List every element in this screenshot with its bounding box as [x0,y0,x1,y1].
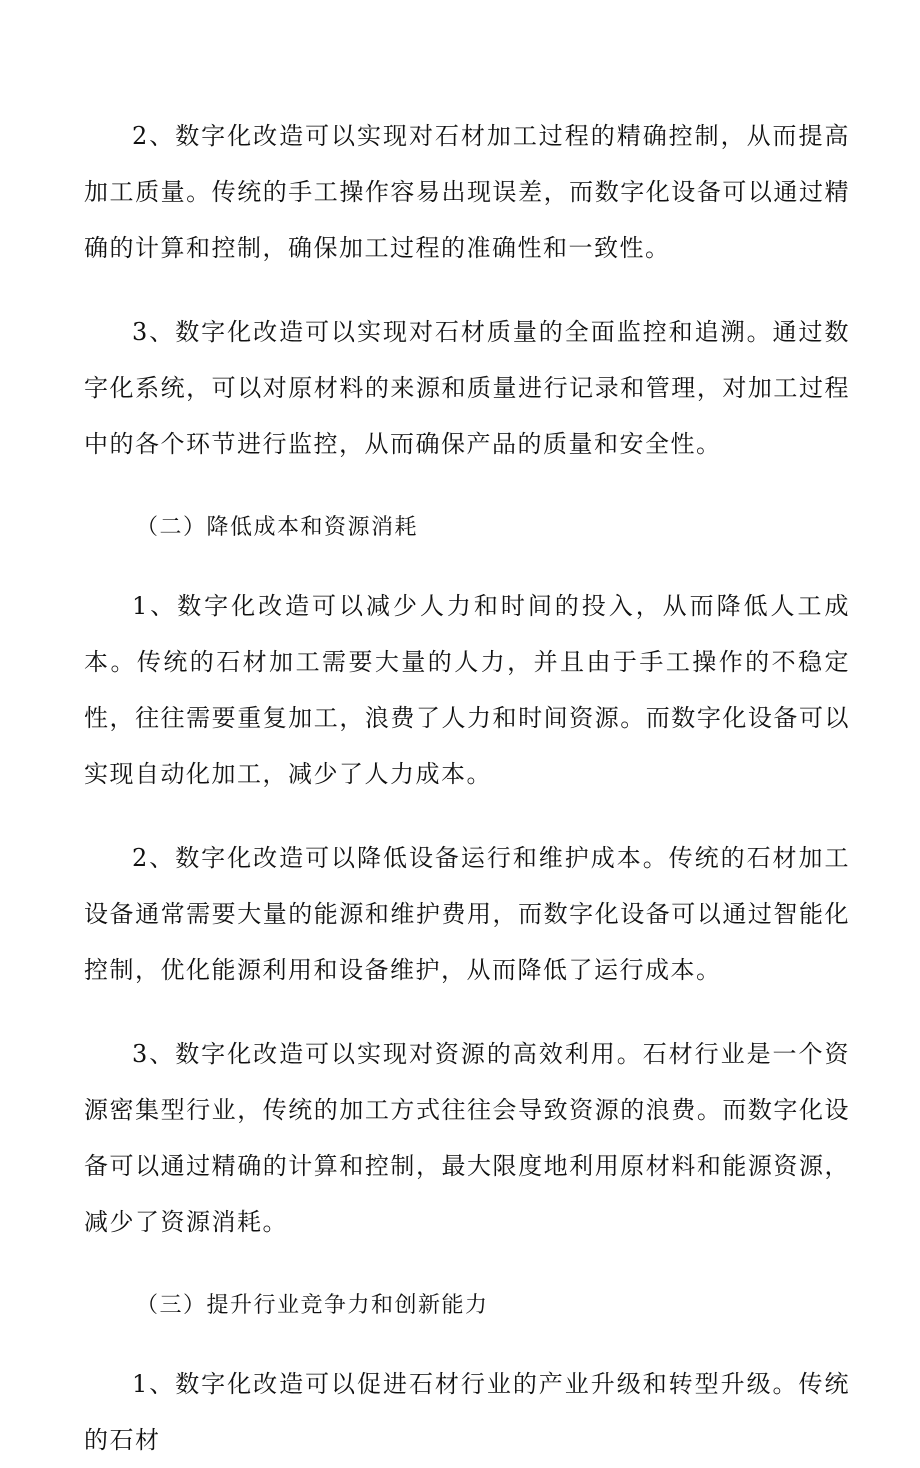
paragraph-processing-control: 2、数字化改造可以实现对石材加工过程的精确控制，从而提高加工质量。传统的手工操作容易出现误差，而数字化设备可以通过精确的计算和控制，确保加工过程的准确性和一致性。 [84,122,850,262]
section-heading-cost-reduction: （二）降低成本和资源消耗 [136,515,419,540]
paragraph-resource-efficiency: 3、数字化改造可以实现对资源的高效利用。石材行业是一个资源密集型行业，传统的加工方式往往会导致资源的浪费。而数字化设备可以通过精确的计算和控制，最大限度地利用原材料和能源资源，减少了资源消耗。 [84,1040,850,1236]
paragraph-equipment-cost: 2、数字化改造可以降低设备运行和维护成本。传统的石材加工设备通常需要大量的能源和维护费用，而数字化设备可以通过智能化控制，优化能源利用和设备维护，从而降低了运行成本。 [84,844,850,984]
section-heading-competitiveness: （三）提升行业竞争力和创新能力 [136,1293,489,1318]
paragraph-industry-upgrade: 1、数字化改造可以促进石材行业的产业升级和转型升级。传统的石材 [84,1370,850,1454]
paragraph-quality-monitoring: 3、数字化改造可以实现对石材质量的全面监控和追溯。通过数字化系统，可以对原材料的来源和质量进行记录和管理，对加工过程中的各个环节进行监控，从而确保产品的质量和安全性。 [84,318,850,458]
paragraph-labor-cost: 1、数字化改造可以减少人力和时间的投入，从而降低人工成本。传统的石材加工需要大量的人力，并且由于手工操作的不稳定性，往往需要重复加工，浪费了人力和时间资源。而数字化设备可以实现自动化加工，减少了人力成本。 [84,592,850,788]
